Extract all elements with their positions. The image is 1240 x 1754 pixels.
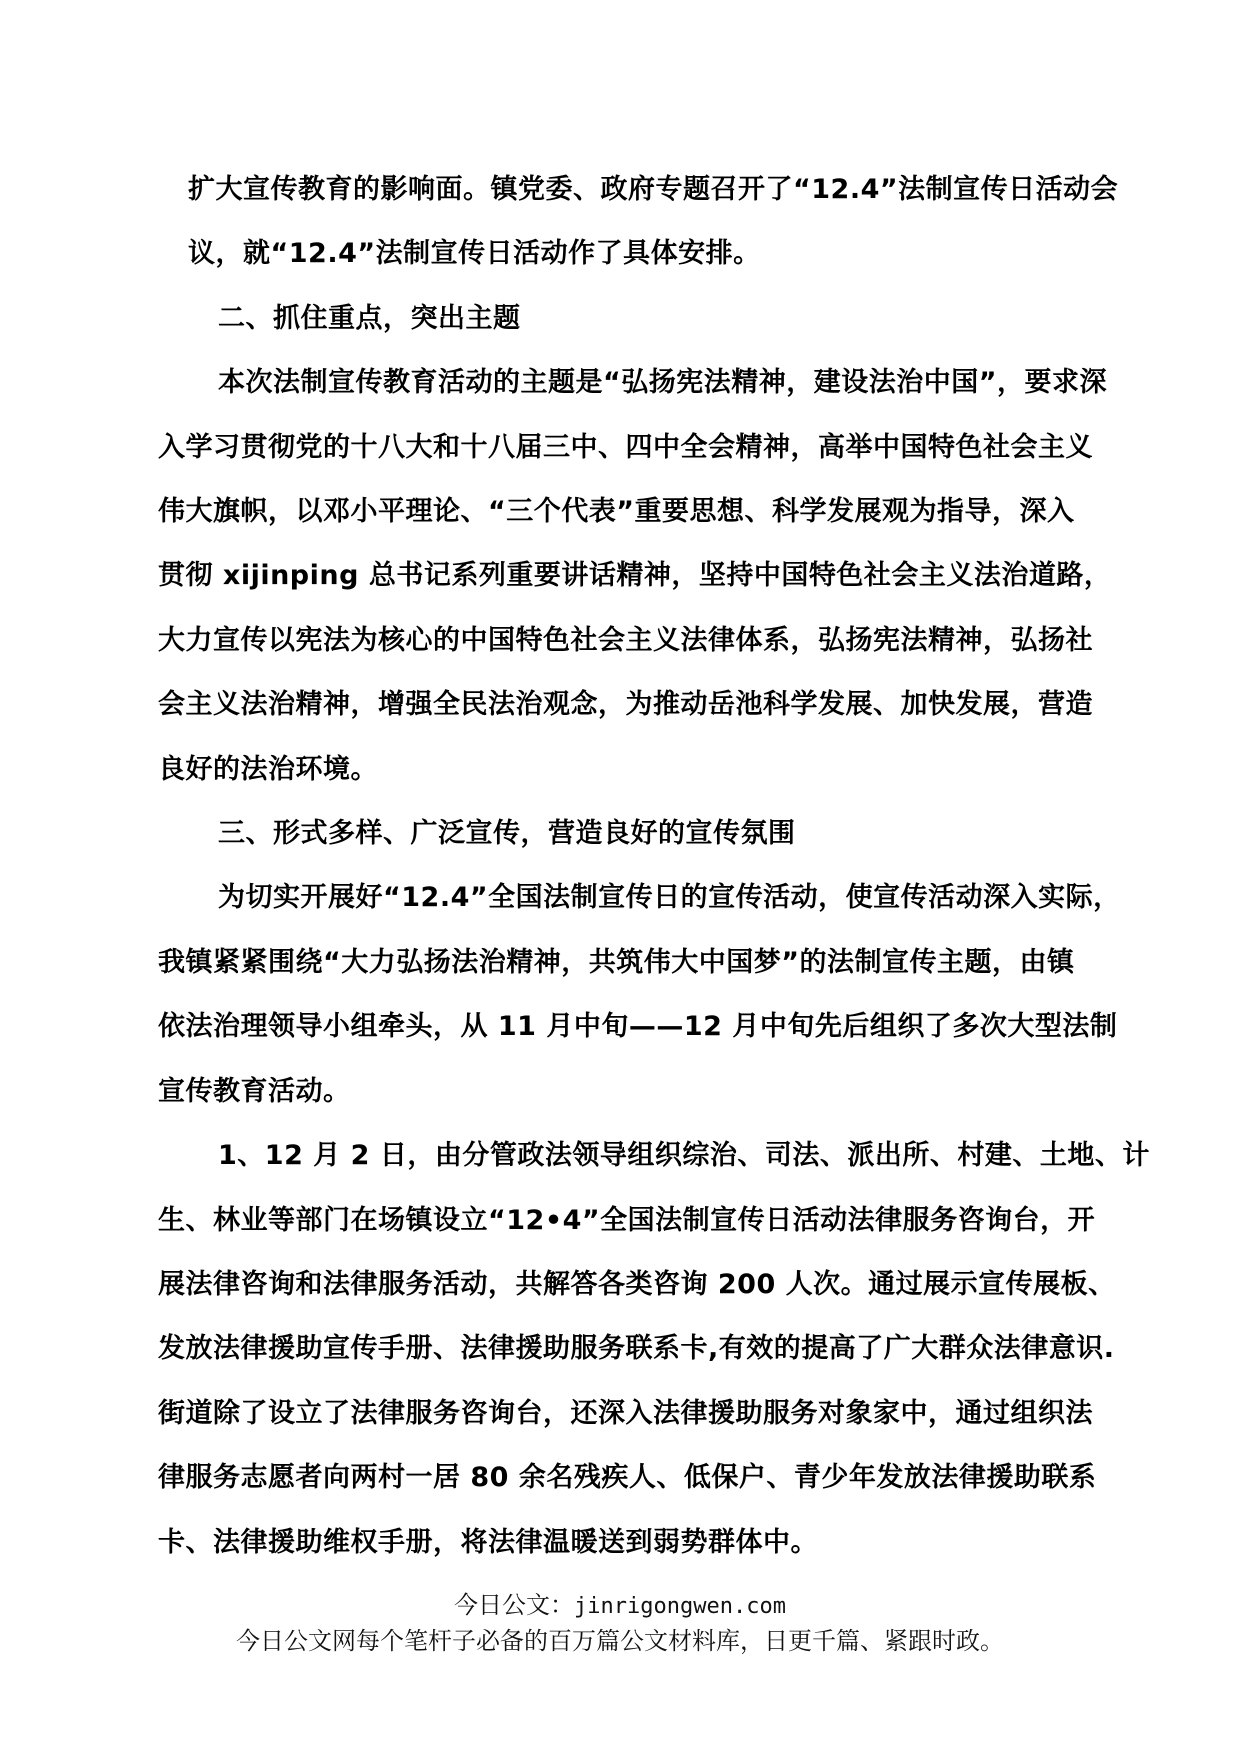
text-line: 伟大旗帜，以邓小平理论、“三个代表”重要思想、科学发展观为指导，深入: [158, 496, 1075, 528]
text-line: 本次法制宣传教育活动的主题是“弘扬宪法精神，建设法治中国”，要求深: [218, 367, 1107, 399]
text-line: 我镇紧紧围绕“大力弘扬法治精神，共筑伟大中国梦”的法制宣传主题，由镇: [158, 946, 1075, 978]
text-line: 生、林业等部门在场镇设立“12•4”全国法制宣传日活动法律服务咨询台，开: [158, 1204, 1096, 1236]
section-heading-3: [188, 802, 1058, 866]
text-line: 议，就“12.4”法制宣传日活动作了具体安排。: [188, 238, 761, 270]
heading-text: 三、形式多样、广泛宣传，营造良好的宣传氛围: [218, 818, 796, 850]
document-body: [158, 158, 1150, 1575]
text-line: 卡、法律援助维权手册，将法律温暖送到弱势群体中。: [158, 1526, 818, 1558]
paragraph-theme: [158, 351, 1112, 802]
text-line: 街道除了设立了法律服务咨询台，还深入法律援助服务对象家中，通过组织法: [158, 1397, 1093, 1429]
footer-site-url[interactable]: jinrigongwen.com: [574, 1594, 786, 1619]
text-line: 扩大宣传教育的影响面。镇党委、政府专题召开了“12.4”法制宣传日活动会: [188, 174, 1119, 205]
text-line: 依法治理领导小组牵头，从 11 月中旬——12 月中旬先后组织了多次大型法制: [158, 1011, 1118, 1043]
footer-site-line: [0, 1585, 1240, 1620]
footer-tagline: 今日公文网每个笔杆子必备的百万篇公文材料库，日更千篇、紧跟时政。: [236, 1627, 1004, 1655]
paragraph-item-1: [158, 1124, 1150, 1575]
text-line: 1、12 月 2 日，由分管政法领导组织综治、司法、派出所、村建、土地、计: [218, 1140, 1150, 1172]
text-line: 律服务志愿者向两村一居 80 余名残疾人、低保户、青少年发放法律援助联系: [158, 1462, 1097, 1494]
text-line: 发放法律援助宣传手册、法律援助服务联系卡,有效的提高了广大群众法律意识.: [158, 1333, 1115, 1365]
text-line: 良好的法治环境。: [158, 753, 378, 785]
paragraph-continuation: [188, 158, 1119, 287]
text-line: 大力宣传以宪法为核心的中国特色社会主义法律体系，弘扬宪法精神，弘扬社: [158, 624, 1093, 656]
text-line: 入学习贯彻党的十八大和十八届三中、四中全会精神，高举中国特色社会主义: [158, 431, 1093, 463]
text-line: 贯彻 xijinping 总书记系列重要讲话精神，坚持中国特色社会主义法治道路，: [158, 560, 1112, 592]
heading-text: 二、抓住重点，突出主题: [218, 302, 521, 334]
section-heading-2: [188, 287, 1058, 351]
footer-site-label: 今日公文：: [454, 1591, 575, 1619]
text-line: 宣传教育活动。: [158, 1075, 351, 1107]
paragraph-activities: [158, 866, 1121, 1124]
text-line: 为切实开展好“12.4”全国法制宣传日的宣传活动，使宣传活动深入实际，: [218, 882, 1121, 914]
text-line: 会主义法治精神，增强全民法治观念，为推动岳池科学发展、加快发展，营造: [158, 689, 1093, 721]
text-line: 展法律咨询和法律服务活动，共解答各类咨询 200 人次。通过展示宣传展板、: [158, 1268, 1116, 1300]
